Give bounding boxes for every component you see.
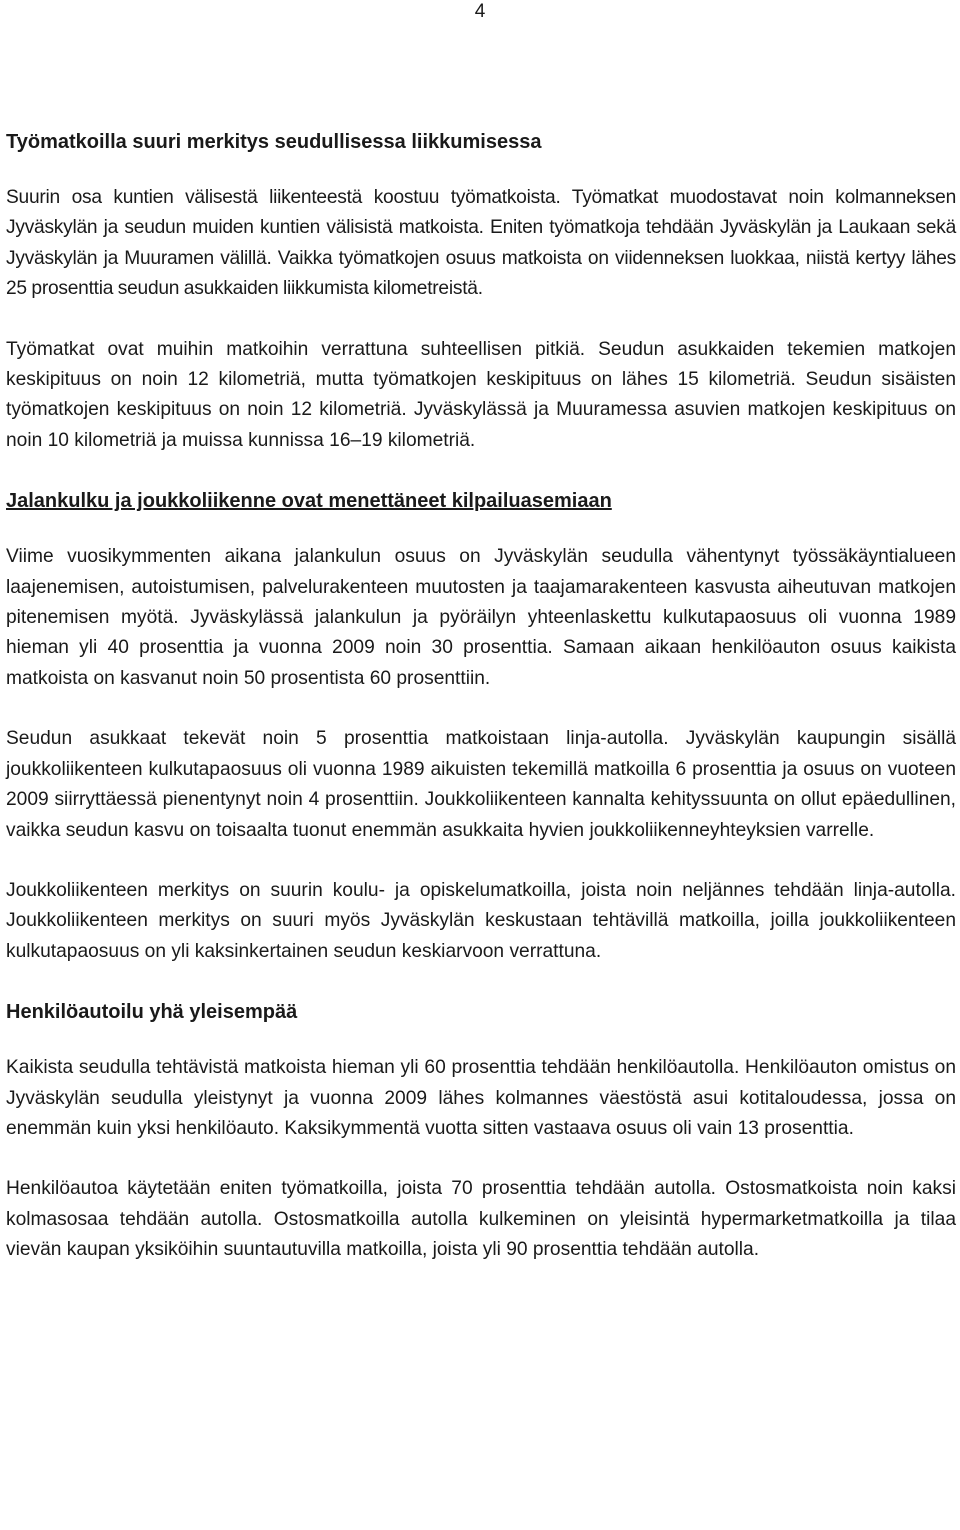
paragraph: Kaikista seudulla tehtävistä matkoista hieman yli 60 prosenttia tehdään henkilöautolla. Henkilöauton omistus on Jyväskylän seudulla yleistynyt ja vuonna 2009 lähes kolmannes väestöstä asui kotitaloudessa, jossa on enemmän kuin yksi henkilöauto. Kaksikymmentä vuotta sitten vastaava osuus oli vain 13 prosenttia. — [6, 1057, 956, 1139]
document-body — [6, 127, 956, 1266]
paragraph: Joukkoliikenteen merkitys on suurin koulu- ja opiskelumatkoilla, joista noin neljännes tehdään linja-autolla. Joukkoliikenteen merkitys on suuri myös Jyväskylän keskustaan tehtävillä matkoilla, joilla joukkoliikenteen kulkutapaosuus on yli kaksinkertainen seudun keskiarvoon verrattuna. — [6, 879, 956, 962]
section-car-use — [6, 997, 956, 1265]
section-heading: Työmatkoilla suuri merkitys seudullisessa liikkumisessa — [6, 131, 542, 153]
section-work-trips — [6, 127, 956, 456]
paragraph: Viime vuosikymmenten aikana jalankulun osuus on Jyväskylän seudulla vähentynyt työssäkäyntialueen laajenemisen, autoistumisen, palvelurakenteen muutosten ja taajamarakenteen kasvusta aiheutuvan matkojen pitenemisen myötä. Jyväskylässä jalankulun ja pyöräilyn yhteenlaskettu kulkutapaosuus oli vuonna 1989 hieman yli 40 prosenttia ja vuonna 2009 noin 30 prosenttia. Samaan aikaan henkilöauton osuus kaikista matkoista on kasvanut noin 50 prosentista 60 prosenttiin. — [6, 546, 956, 689]
section-heading: Henkilöautoilu yhä yleisempää — [6, 1001, 298, 1024]
page-number: 4 — [474, 1, 486, 22]
section-heading: Jalankulku ja joukkoliikenne ovat menettäneet kilpailuasemiaan — [6, 490, 612, 513]
section-walking-public-transport — [6, 486, 956, 967]
paragraph: Henkilöautoa käytetään eniten työmatkoilla, joista 70 prosenttia tehdään autolla. Ostosmatkoista noin kaksi kolmasosaa tehdään autolla. Ostosmatkoilla autolla kulkeminen on yleisintä hypermarketmatkoilla ja tilaa vievän kaupan yksiköihin suuntautuvilla matkoilla, joista yli 90 prosenttia tehdään autolla. — [6, 1178, 956, 1261]
paragraph: Työmatkat ovat muihin matkoihin verrattuna suhteellisen pitkiä. Seudun asukkaiden tekemien matkojen keskipituus on noin 12 kilometriä, mutta työmatkojen keskipituus on lähes 15 kilometriä. Seudun sisäisten työmatkojen keskipituus on noin 12 kilometriä. Jyväskylässä ja Muuramessa asuvien matkojen keskipituus on noin 10 kilometriä ja muissa kunnissa 16–19 kilometriä. — [6, 338, 956, 451]
paragraph: Seudun asukkaat tekevät noin 5 prosenttia matkoistaan linja-autolla. Jyväskylän kaupungin sisällä joukkoliikenteen kulkutapaosuus oli vuonna 1989 aikuisten tekemillä matkoilla 6 prosenttia ja osuus on vuoteen 2009 siirryttäessä pienentynyt noin 4 prosenttiin. Joukkoliikenteen kannalta kehityssuunta on ollut epäedullinen, vaikka seudun kasvu on toisaalta tuonut enemmän asukkaita hyvien joukkoliikenneyhteyksien varrelle. — [6, 728, 956, 841]
paragraph: Suurin osa kuntien välisestä liikenteestä koostuu työmatkoista. Työmatkat muodostavat noin kolmanneksen Jyväskylän ja seudun muiden kuntien välisistä matkoista. Eniten työmatkoja tehdään Jyväskylän ja Laukaan sekä Jyväskylän ja Muuramen välillä. Vaikka työmatkojen osuus matkoista on viidenneksen luokkaa, niistä kertyy lähes 25 prosenttia seudun asukkaiden liikkumista kilometreistä. — [6, 187, 956, 300]
